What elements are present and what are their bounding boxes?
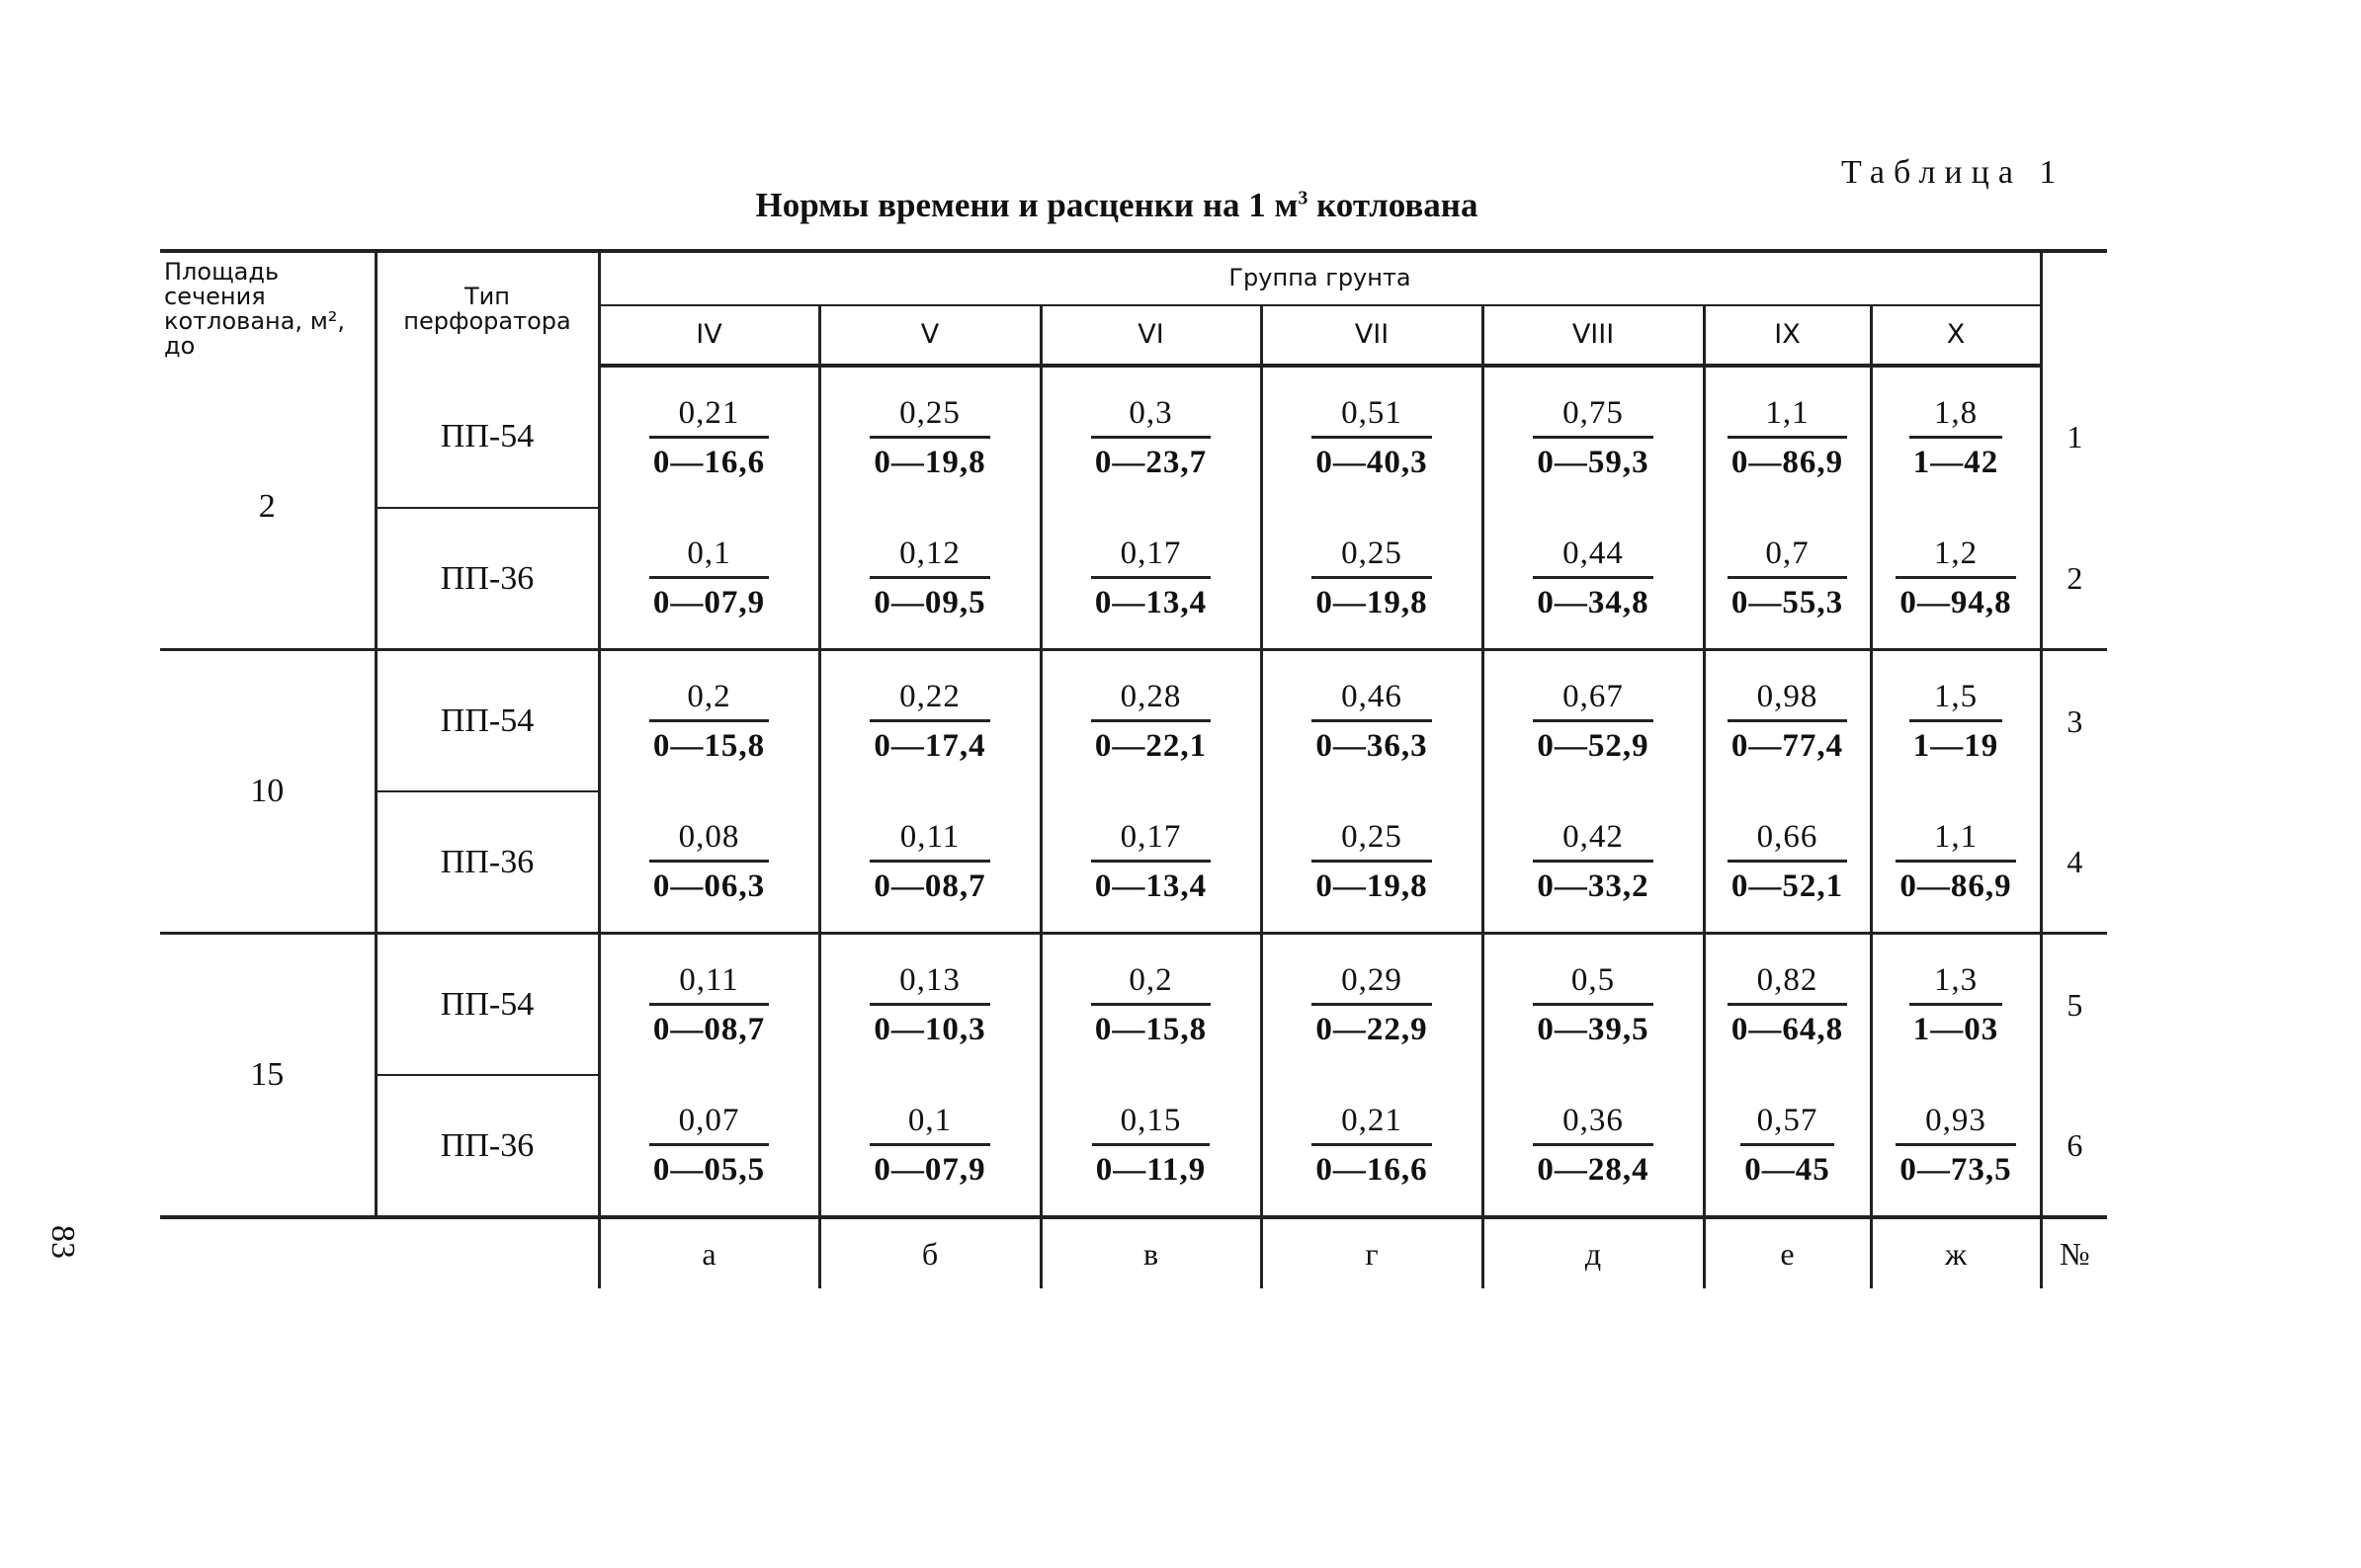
norm-cell: [819, 934, 1041, 1076]
footer-letter: е: [1704, 1217, 1871, 1288]
norm-cell: [599, 650, 819, 792]
title-superscript: 3: [1298, 187, 1308, 209]
area-value: 10: [160, 650, 376, 934]
row-number: 4: [2041, 791, 2107, 934]
time-norm: 0,21: [1341, 1102, 1402, 1138]
norm-cell: [1261, 508, 1482, 650]
rate-value: 0—94,8: [1896, 576, 2015, 621]
norm-cell: [1704, 934, 1871, 1076]
norm-fraction: [1533, 962, 1652, 1048]
norm-cell: [599, 366, 819, 508]
rate-value: 0—15,8: [649, 719, 769, 765]
rate-value: 0—77,4: [1728, 719, 1847, 765]
rate-value: 1—19: [1909, 719, 2003, 765]
norm-fraction: [649, 536, 769, 621]
time-norm: 1,2: [1933, 535, 1979, 571]
title-rest: котлована: [1307, 186, 1478, 224]
time-norm: 0,2: [687, 678, 731, 714]
norm-fraction: [1311, 395, 1431, 481]
norm-cell: [1482, 791, 1704, 934]
footer-letter: ж: [1871, 1217, 2041, 1288]
norm-fraction: [1091, 395, 1211, 481]
norm-fraction: [870, 962, 989, 1048]
time-norm: 0,28: [1120, 678, 1182, 714]
norm-cell: [1041, 1075, 1261, 1217]
norm-cell: [1871, 934, 2041, 1076]
norm-cell: [1704, 650, 1871, 792]
time-norm: 0,75: [1562, 394, 1624, 431]
norm-cell: [1871, 508, 2041, 650]
norm-fraction: [1311, 819, 1431, 905]
norm-fraction: [870, 1103, 989, 1189]
rate-value: 0—11,9: [1092, 1143, 1210, 1189]
rate-value: 0—19,8: [1311, 860, 1431, 905]
time-norm: 0,44: [1562, 535, 1624, 571]
group-header: VIII: [1482, 305, 1704, 366]
footer-blank: [160, 1217, 376, 1288]
time-norm: 0,17: [1120, 818, 1182, 855]
footer-letter: а: [599, 1217, 819, 1288]
norm-fraction: [1311, 536, 1431, 621]
norm-fraction: [1533, 679, 1652, 765]
norm-fraction: [1728, 679, 1847, 765]
norm-fraction: [870, 679, 989, 765]
rate-value: 0—73,5: [1896, 1143, 2015, 1189]
rate-value: 0—08,7: [870, 860, 989, 905]
norm-cell: [1704, 508, 1871, 650]
norm-cell: [1261, 1075, 1482, 1217]
norm-cell: [819, 508, 1041, 650]
norm-cell: [599, 934, 819, 1076]
norm-cell: [819, 1075, 1041, 1217]
group-header: IX: [1704, 305, 1871, 366]
time-norm: 0,67: [1562, 678, 1624, 714]
norm-cell: [1482, 366, 1704, 508]
footer-letter: б: [819, 1217, 1041, 1288]
row-number: 2: [2041, 508, 2107, 650]
time-norm: 0,57: [1756, 1102, 1818, 1138]
group-header: VI: [1041, 305, 1261, 366]
norm-fraction: [1896, 536, 2015, 621]
rate-value: 0—22,1: [1091, 719, 1211, 765]
table-row: [160, 366, 2107, 508]
header-soil-group: Группа грунта: [599, 251, 2041, 305]
rate-value: 0—34,8: [1533, 576, 1652, 621]
group-header: X: [1871, 305, 2041, 366]
norm-cell: [1261, 366, 1482, 508]
rate-value: 0—05,5: [649, 1143, 769, 1189]
norm-cell: [1041, 791, 1261, 934]
table-row: [160, 791, 2107, 934]
rate-value: 0—19,8: [1311, 576, 1431, 621]
perforator-type: ПП-36: [376, 1075, 599, 1217]
time-norm: 0,13: [899, 961, 961, 998]
rate-value: 1—03: [1909, 1003, 2003, 1048]
time-norm: 0,25: [899, 394, 961, 431]
norm-cell: [1041, 650, 1261, 792]
rate-value: 0—10,3: [870, 1003, 989, 1048]
time-norm: 0,3: [1129, 394, 1173, 431]
norm-cell: [1482, 1075, 1704, 1217]
time-norm: 0,25: [1341, 535, 1402, 571]
norm-fraction: [1909, 962, 2003, 1048]
norm-cell: [1871, 1075, 2041, 1217]
rate-value: 0—28,4: [1533, 1143, 1652, 1189]
rate-value: 0—45: [1740, 1143, 1834, 1189]
rate-value: 0—06,3: [649, 860, 769, 905]
time-norm: 0,07: [678, 1102, 740, 1138]
time-norm: 0,1: [687, 535, 731, 571]
header-perforator: Тип перфоратора: [376, 251, 599, 366]
time-norm: 1,1: [1765, 394, 1810, 431]
table-row: [160, 650, 2107, 792]
norm-fraction: [1533, 819, 1652, 905]
norm-fraction: [649, 395, 769, 481]
norm-fraction: [870, 536, 989, 621]
time-norm: 1,8: [1933, 394, 1979, 431]
norm-cell: [1871, 791, 2041, 934]
rate-value: 0—16,6: [649, 436, 769, 481]
perforator-type: ПП-36: [376, 508, 599, 650]
norm-fraction: [649, 819, 769, 905]
table-row: [160, 934, 2107, 1076]
footer-row: [160, 1217, 2107, 1288]
norm-cell: [1261, 791, 1482, 934]
time-norm: 0,17: [1120, 535, 1182, 571]
rate-value: 0—15,8: [1091, 1003, 1211, 1048]
rate-value: 0—33,2: [1533, 860, 1652, 905]
footer-letter: г: [1261, 1217, 1482, 1288]
norm-fraction: [1896, 819, 2015, 905]
norm-cell: [1871, 650, 2041, 792]
time-norm: 1,1: [1933, 818, 1979, 855]
norm-cell: [819, 366, 1041, 508]
norm-cell: [1871, 366, 2041, 508]
rate-value: 0—19,8: [870, 436, 989, 481]
norm-fraction: [1728, 395, 1847, 481]
norm-cell: [599, 791, 819, 934]
time-norm: 0,21: [678, 394, 740, 431]
area-value: 15: [160, 934, 376, 1218]
norm-fraction: [1896, 1103, 2015, 1189]
rate-value: 0—39,5: [1533, 1003, 1652, 1048]
norms-table: [160, 249, 2107, 1288]
norm-fraction: [1728, 962, 1847, 1048]
norm-cell: [1482, 934, 1704, 1076]
norm-cell: [599, 508, 819, 650]
group-header: V: [819, 305, 1041, 366]
rate-value: 0—86,9: [1896, 860, 2015, 905]
norm-cell: [599, 1075, 819, 1217]
time-norm: 0,51: [1341, 394, 1402, 431]
time-norm: 0,1: [907, 1102, 953, 1138]
norm-cell: [1704, 791, 1871, 934]
perforator-type: ПП-54: [376, 650, 599, 792]
norm-fraction: [649, 962, 769, 1048]
rate-value: 0—08,7: [649, 1003, 769, 1048]
norm-fraction: [870, 819, 989, 905]
time-norm: 1,5: [1933, 678, 1979, 714]
footer-num-label: №: [2041, 1217, 2107, 1288]
norm-fraction: [870, 395, 989, 481]
norm-cell: [1261, 934, 1482, 1076]
time-norm: 0,66: [1756, 818, 1818, 855]
header-row-1: [160, 251, 2107, 305]
time-norm: 0,82: [1756, 961, 1818, 998]
perforator-type: ПП-54: [376, 366, 599, 508]
norm-cell: [1482, 650, 1704, 792]
rate-value: 0—59,3: [1533, 436, 1652, 481]
norm-fraction: [649, 679, 769, 765]
norm-fraction: [649, 1103, 769, 1189]
norm-fraction: [1728, 819, 1847, 905]
norm-fraction: [1740, 1103, 1834, 1189]
rate-value: 0—40,3: [1311, 436, 1431, 481]
norm-cell: [1041, 508, 1261, 650]
time-norm: 0,98: [1756, 678, 1818, 714]
norm-fraction: [1533, 536, 1652, 621]
time-norm: 0,15: [1120, 1102, 1182, 1138]
time-norm: 0,12: [899, 535, 961, 571]
footer-blank: [376, 1217, 599, 1288]
time-norm: 0,7: [1765, 535, 1810, 571]
norm-cell: [1261, 650, 1482, 792]
title-main: Нормы времени и расценки на 1 м: [755, 186, 1299, 224]
header-area: Площадь сечения котлована, м², до: [160, 251, 376, 366]
time-norm: 0,25: [1341, 818, 1402, 855]
norm-fraction: [1728, 536, 1847, 621]
time-norm: 0,11: [899, 818, 961, 855]
norm-cell: [1704, 366, 1871, 508]
time-norm: 0,2: [1129, 961, 1173, 998]
rate-value: 0—13,4: [1091, 576, 1211, 621]
rate-value: 0—55,3: [1728, 576, 1847, 621]
time-norm: 0,08: [678, 818, 740, 855]
rate-value: 0—09,5: [870, 576, 989, 621]
norm-fraction: [1533, 395, 1652, 481]
rate-value: 1—42: [1909, 436, 2003, 481]
footer-letter: д: [1482, 1217, 1704, 1288]
rate-value: 0—22,9: [1311, 1003, 1431, 1048]
row-number: 1: [2041, 366, 2107, 508]
norm-cell: [819, 791, 1041, 934]
area-value: 2: [258, 488, 276, 525]
rate-value: 0—17,4: [870, 719, 989, 765]
norm-fraction: [1909, 679, 2003, 765]
row-number: 5: [2041, 934, 2107, 1076]
norm-fraction: [1091, 536, 1211, 621]
norm-fraction: [1311, 962, 1431, 1048]
rate-value: 0—23,7: [1091, 436, 1211, 481]
time-norm: 1,3: [1933, 961, 1979, 998]
norm-fraction: [1533, 1103, 1652, 1189]
time-norm: 0,29: [1341, 961, 1402, 998]
group-header: IV: [599, 305, 819, 366]
table-body: [160, 366, 2107, 1217]
rate-value: 0—86,9: [1728, 436, 1847, 481]
time-norm: 0,11: [679, 961, 739, 998]
norm-fraction: [1311, 1103, 1431, 1189]
rate-value: 0—36,3: [1311, 719, 1431, 765]
norm-cell: [1041, 934, 1261, 1076]
table-title: [0, 186, 2234, 225]
rate-value: 0—07,9: [649, 576, 769, 621]
page-number: 83: [44, 1225, 81, 1259]
time-norm: 0,36: [1562, 1102, 1624, 1138]
group-header: VII: [1261, 305, 1482, 366]
norm-fraction: [1091, 962, 1211, 1048]
norm-cell: [819, 650, 1041, 792]
rate-value: 0—16,6: [1311, 1143, 1431, 1189]
row-number: 3: [2041, 650, 2107, 792]
norm-fraction: [1092, 1103, 1210, 1189]
time-norm: 0,93: [1925, 1102, 1986, 1138]
norm-cell: [1041, 366, 1261, 508]
rate-value: 0—52,1: [1728, 860, 1847, 905]
perforator-type: ПП-36: [376, 791, 599, 934]
time-norm: 0,42: [1562, 818, 1624, 855]
table-row: [160, 508, 2107, 650]
time-norm: 0,46: [1341, 678, 1402, 714]
rate-value: 0—07,9: [870, 1143, 989, 1189]
norm-fraction: [1091, 679, 1211, 765]
rate-value: 0—13,4: [1091, 860, 1211, 905]
norm-fraction: [1091, 819, 1211, 905]
norm-fraction: [1909, 395, 2003, 481]
perforator-type: ПП-54: [376, 934, 599, 1076]
norm-fraction: [1311, 679, 1431, 765]
footer-letter: в: [1041, 1217, 1261, 1288]
time-norm: 0,5: [1570, 961, 1616, 998]
header-num-blank: [2041, 251, 2107, 366]
rate-value: 0—64,8: [1728, 1003, 1847, 1048]
rate-value: 0—52,9: [1533, 719, 1652, 765]
time-norm: 0,22: [899, 678, 961, 714]
row-number: 6: [2041, 1075, 2107, 1217]
norm-cell: [1704, 1075, 1871, 1217]
table-row: [160, 1075, 2107, 1217]
norm-cell: [1482, 508, 1704, 650]
